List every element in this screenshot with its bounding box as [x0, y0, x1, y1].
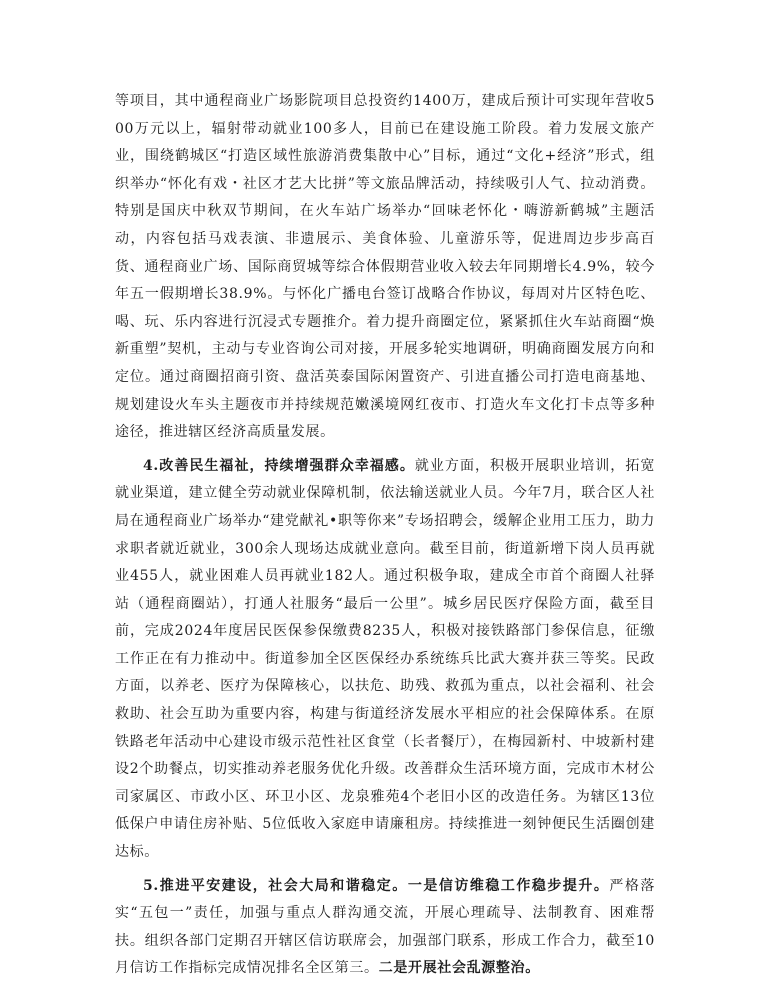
document-page [115, 88, 655, 989]
paragraph-public-safety [115, 873, 655, 983]
section-heading-livelihood: 4.改善民生福祉，持续增强群众幸福感。 [143, 457, 415, 474]
subheading-disorder-rectification: 二是开展社会乱源整治。 [378, 960, 540, 977]
paragraph-body: 就业方面，积极开展职业培训，拓宽就业渠道，建立健全劳动就业保障机制，依法输送就业人员。今年7月，联合区人社局在通程商业广场举办“建党献礼•职等你来”专场招聘会，缓解企业用工压力，助力求职者就近就业，300余人现场达成就业意向。截至目前，街道新增下岗人员再就业455人，就业困难人员再就业182人。通过积极争取，建成全市首个商圈人社驿站（通程商圈站），打通人社服务“最后一公里”。城乡居民医疗保险方面，截至目前，完成2024年度居民医保参保缴费8235人，积极对接铁路部门参保信息，征缴工作正在有力推动中。街道参加全区医保经办系统练兵比武大赛并获三等奖。民政方面，以养老、医疗为保障核心，以扶危、助残、救孤为重点，以社会福利、社会救助、社会互助为重要内容，构建与街道经济发展水平相应的社会保障体系。在原铁路老年活动中心建设市级示范性社区食堂（长者餐厅），在梅园新村、中坡新村建设2个助餐点，切实推动养老服务优化升级。改善群众生活环境方面，完成市木材公司家属区、市政小区、环卫小区、龙泉雅苑4个老旧小区的改造任务。为辖区13位低保户申请住房补贴、5位低收入家庭申请廉租房。持续推进一刻钟便民生活圈创建达标。 [115, 457, 655, 861]
paragraph-body: 严格落实“五包一”责任，加强与重点人群沟通交流，开展心理疏导、法制教育、困难帮扶。组织各部门定期召开辖区信访联席会，加强部门联系，形成工作合力，截至10月信访工作指标完成情况排名全区第三。 [115, 877, 655, 977]
paragraph-livelihood [115, 453, 655, 867]
paragraph-commerce-culture [115, 88, 655, 447]
paragraph-body: 等项目，其中通程商业广场影院项目总投资约1400万，建成后预计可实现年营收500万元以上，辐射带动就业100多人，目前已在建设施工阶段。着力发展文旅产业，围绕鹤城区“打造区域性旅游消费集散中心”目标，通过“文化+经济”形式，组织举办“怀化有戏・社区才艺大比拼”等文旅品牌活动，持续吸引人气、拉动消费。特别是国庆中秋双节期间，在火车站广场举办“回味老怀化・嗨游新鹤城”主题活动，内容包括马戏表演、非遗展示、美食体验、儿童游乐等，促进周边步步高百货、通程商业广场、国际商贸城等综合体假期营业收入较去年同期增长4.9%，较今年五一假期增长38.9%。与怀化广播电台签订战略合作协议，每周对片区特色吃、喝、玩、乐内容进行沉浸式专题推介。着力提升商圈定位，紧紧抓住火车站商圈“焕新重塑”契机，主动与专业咨询公司对接，开展多轮实地调研，明确商圈发展方向和定位。通过商圈招商引资、盘活英泰国际闲置资产、引进直播公司打造电商基地、规划建设火车头主题夜市并持续规范嫩溪境网红夜市、打造火车文化打卡点等多种途径，推进辖区经济高质量发展。 [115, 93, 655, 441]
subheading-petition-stability: 一是信访维稳工作稳步提升。 [407, 877, 610, 894]
section-heading-public-safety: 5.推进平安建设，社会大局和谐稳定。 [143, 877, 408, 894]
